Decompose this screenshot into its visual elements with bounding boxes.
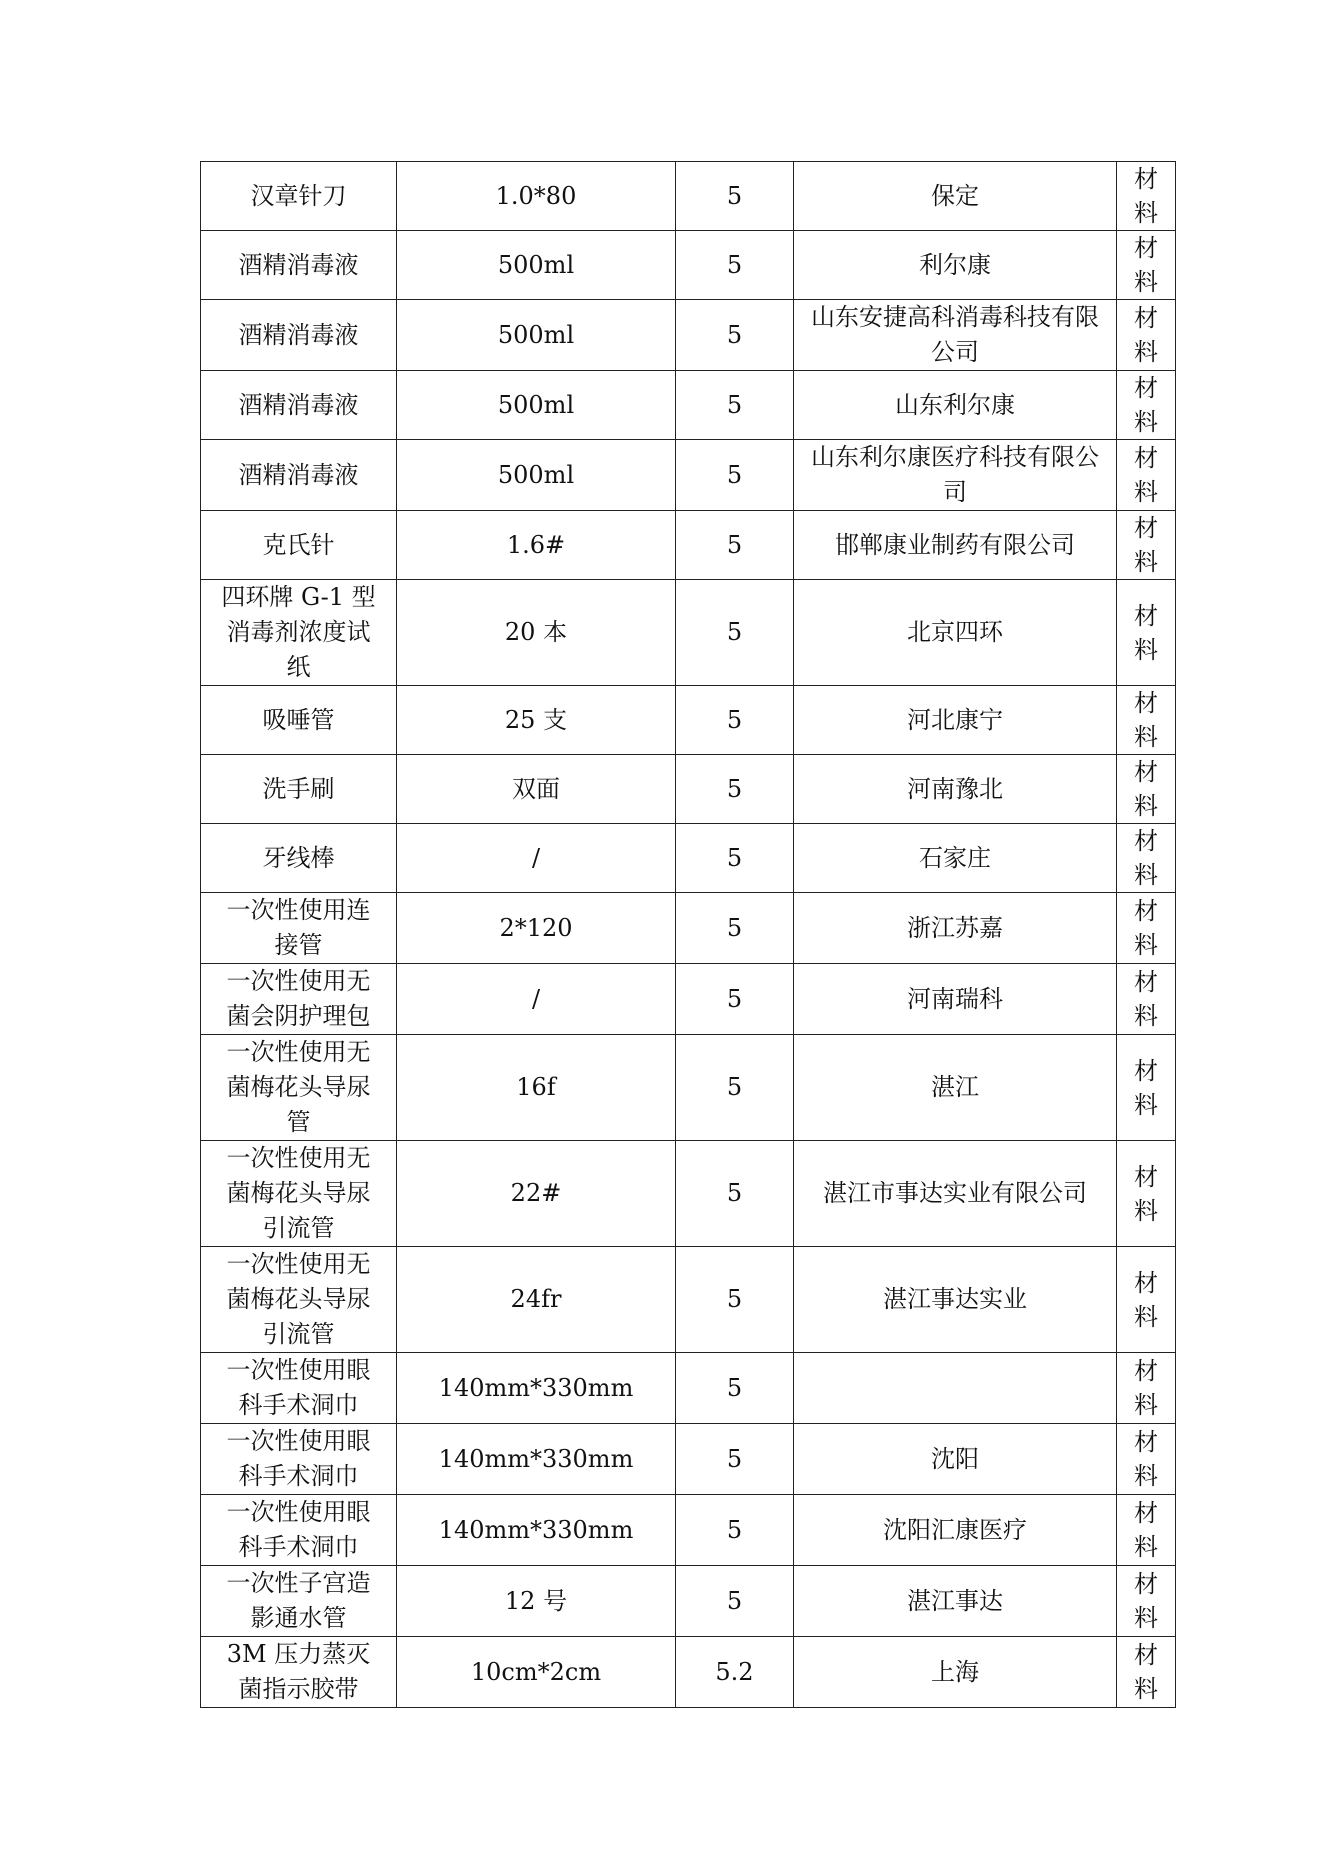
spec-cell: 20 本: [397, 580, 676, 686]
quantity-cell: 5: [676, 300, 794, 371]
category-cell: 材料: [1117, 580, 1176, 686]
spec-cell: 140mm*330mm: [397, 1353, 676, 1424]
table-row: [201, 162, 1176, 231]
manufacturer-cell: 山东利尔康: [794, 371, 1117, 440]
category-cell: 材料: [1117, 300, 1176, 371]
materials-table-body: [201, 162, 1176, 1708]
category-cell: 材料: [1117, 1424, 1176, 1495]
quantity-cell: 5: [676, 580, 794, 686]
item-name-cell: 一次性使用无菌梅花头导尿引流管: [201, 1141, 397, 1247]
manufacturer-cell: 河北康宁: [794, 686, 1117, 755]
category-cell: 材料: [1117, 1141, 1176, 1247]
table-row: [201, 755, 1176, 824]
quantity-cell: 5: [676, 371, 794, 440]
quantity-cell: 5: [676, 440, 794, 511]
manufacturer-cell: 沈阳: [794, 1424, 1117, 1495]
manufacturer-cell: 利尔康: [794, 231, 1117, 300]
spec-cell: 500ml: [397, 231, 676, 300]
item-name-cell: 一次性使用眼科手术洞巾: [201, 1495, 397, 1566]
item-name-cell: 牙线棒: [201, 824, 397, 893]
quantity-cell: 5: [676, 893, 794, 964]
quantity-cell: 5: [676, 1495, 794, 1566]
item-name-cell: 一次性子宫造影通水管: [201, 1566, 397, 1637]
manufacturer-cell: 山东安捷高科消毒科技有限公司: [794, 300, 1117, 371]
category-cell: 材料: [1117, 162, 1176, 231]
category-cell: 材料: [1117, 1247, 1176, 1353]
item-name-cell: 一次性使用无菌会阴护理包: [201, 964, 397, 1035]
item-name-cell: 一次性使用无菌梅花头导尿引流管: [201, 1247, 397, 1353]
quantity-cell: 5: [676, 162, 794, 231]
category-cell: 材料: [1117, 1566, 1176, 1637]
table-row: [201, 300, 1176, 371]
item-name-cell: 酒精消毒液: [201, 440, 397, 511]
quantity-cell: 5: [676, 1424, 794, 1495]
item-name-cell: 3M 压力蒸灭菌指示胶带: [201, 1637, 397, 1708]
quantity-cell: 5: [676, 1566, 794, 1637]
category-cell: 材料: [1117, 440, 1176, 511]
table-row: [201, 231, 1176, 300]
manufacturer-cell: 邯郸康业制药有限公司: [794, 511, 1117, 580]
table-row: [201, 440, 1176, 511]
quantity-cell: 5: [676, 1141, 794, 1247]
manufacturer-cell: 上海: [794, 1637, 1117, 1708]
spec-cell: 双面: [397, 755, 676, 824]
item-name-cell: 洗手刷: [201, 755, 397, 824]
category-cell: 材料: [1117, 964, 1176, 1035]
item-name-cell: 四环牌 G-1 型消毒剂浓度试纸: [201, 580, 397, 686]
table-row: [201, 511, 1176, 580]
category-cell: 材料: [1117, 1637, 1176, 1708]
table-row: [201, 580, 1176, 686]
table-row: [201, 371, 1176, 440]
table-row: [201, 1353, 1176, 1424]
category-cell: 材料: [1117, 371, 1176, 440]
table-row: [201, 1495, 1176, 1566]
manufacturer-cell: 北京四环: [794, 580, 1117, 686]
spec-cell: 500ml: [397, 371, 676, 440]
manufacturer-cell: [794, 1353, 1117, 1424]
table-row: [201, 964, 1176, 1035]
spec-cell: 24fr: [397, 1247, 676, 1353]
table-row: [201, 1566, 1176, 1637]
quantity-cell: 5: [676, 755, 794, 824]
spec-cell: 22#: [397, 1141, 676, 1247]
table-row: [201, 1247, 1176, 1353]
spec-cell: 140mm*330mm: [397, 1424, 676, 1495]
category-cell: 材料: [1117, 1495, 1176, 1566]
quantity-cell: 5.2: [676, 1637, 794, 1708]
category-cell: 材料: [1117, 893, 1176, 964]
quantity-cell: 5: [676, 1247, 794, 1353]
quantity-cell: 5: [676, 964, 794, 1035]
table-row: [201, 824, 1176, 893]
spec-cell: 1.0*80: [397, 162, 676, 231]
category-cell: 材料: [1117, 511, 1176, 580]
category-cell: 材料: [1117, 686, 1176, 755]
manufacturer-cell: 湛江事达: [794, 1566, 1117, 1637]
spec-cell: /: [397, 964, 676, 1035]
spec-cell: /: [397, 824, 676, 893]
spec-cell: 10cm*2cm: [397, 1637, 676, 1708]
spec-cell: 1.6#: [397, 511, 676, 580]
item-name-cell: 酒精消毒液: [201, 300, 397, 371]
item-name-cell: 一次性使用无菌梅花头导尿管: [201, 1035, 397, 1141]
table-row: [201, 686, 1176, 755]
manufacturer-cell: 湛江事达实业: [794, 1247, 1117, 1353]
spec-cell: 500ml: [397, 440, 676, 511]
quantity-cell: 5: [676, 1035, 794, 1141]
materials-table: [200, 161, 1176, 1708]
manufacturer-cell: 河南豫北: [794, 755, 1117, 824]
spec-cell: 16f: [397, 1035, 676, 1141]
category-cell: 材料: [1117, 231, 1176, 300]
category-cell: 材料: [1117, 1035, 1176, 1141]
spec-cell: 12 号: [397, 1566, 676, 1637]
table-row: [201, 1141, 1176, 1247]
quantity-cell: 5: [676, 824, 794, 893]
quantity-cell: 5: [676, 1353, 794, 1424]
item-name-cell: 酒精消毒液: [201, 371, 397, 440]
item-name-cell: 一次性使用连接管: [201, 893, 397, 964]
quantity-cell: 5: [676, 231, 794, 300]
category-cell: 材料: [1117, 755, 1176, 824]
item-name-cell: 汉章针刀: [201, 162, 397, 231]
manufacturer-cell: 山东利尔康医疗科技有限公司: [794, 440, 1117, 511]
manufacturer-cell: 石家庄: [794, 824, 1117, 893]
spec-cell: 140mm*330mm: [397, 1495, 676, 1566]
manufacturer-cell: 沈阳汇康医疗: [794, 1495, 1117, 1566]
manufacturer-cell: 湛江市事达实业有限公司: [794, 1141, 1117, 1247]
table-row: [201, 893, 1176, 964]
spec-cell: 500ml: [397, 300, 676, 371]
manufacturer-cell: 保定: [794, 162, 1117, 231]
manufacturer-cell: 湛江: [794, 1035, 1117, 1141]
manufacturer-cell: 河南瑞科: [794, 964, 1117, 1035]
spec-cell: 25 支: [397, 686, 676, 755]
table-row: [201, 1424, 1176, 1495]
item-name-cell: 吸唾管: [201, 686, 397, 755]
category-cell: 材料: [1117, 824, 1176, 893]
category-cell: 材料: [1117, 1353, 1176, 1424]
item-name-cell: 酒精消毒液: [201, 231, 397, 300]
manufacturer-cell: 浙江苏嘉: [794, 893, 1117, 964]
table-row: [201, 1035, 1176, 1141]
spec-cell: 2*120: [397, 893, 676, 964]
item-name-cell: 一次性使用眼科手术洞巾: [201, 1353, 397, 1424]
quantity-cell: 5: [676, 686, 794, 755]
quantity-cell: 5: [676, 511, 794, 580]
item-name-cell: 克氏针: [201, 511, 397, 580]
item-name-cell: 一次性使用眼科手术洞巾: [201, 1424, 397, 1495]
table-row: [201, 1637, 1176, 1708]
